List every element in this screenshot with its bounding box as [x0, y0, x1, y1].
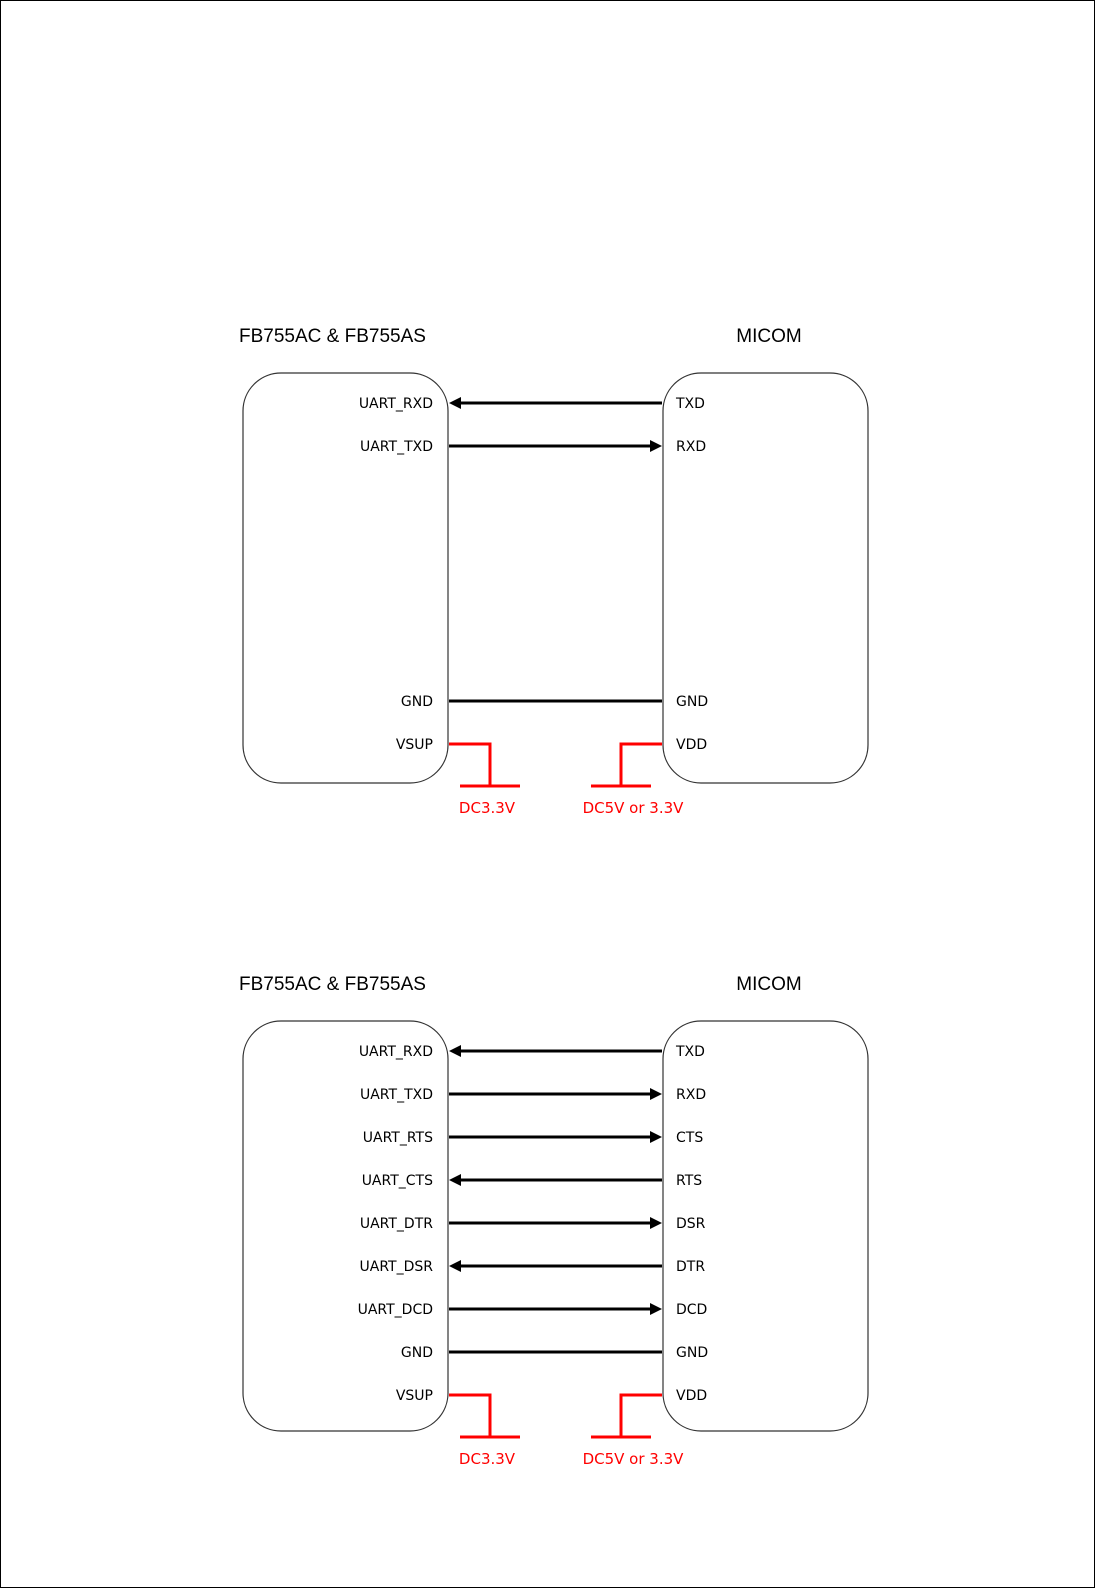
- pin-label-txd: TXD: [676, 1044, 705, 1060]
- pin-label-uart-rxd: UART_RXD: [358, 396, 433, 412]
- arrowhead-right: [650, 1303, 662, 1315]
- vsup-power-wire: [449, 1395, 490, 1437]
- pin-label-txd: TXD: [676, 396, 705, 412]
- micom-title: MICOM: [736, 326, 802, 347]
- micom-title: MICOM: [736, 974, 802, 995]
- arrowhead-right: [650, 1217, 662, 1229]
- vsup-power-wire: [449, 744, 490, 786]
- pin-label-dsr: DSR: [676, 1216, 706, 1232]
- pin-label-uart-dtr: UART_DTR: [359, 1216, 433, 1232]
- diagram-2: [239, 974, 868, 1468]
- pin-label-vdd: VDD: [676, 1388, 708, 1404]
- pin-label-dtr: DTR: [676, 1259, 706, 1275]
- arrowhead-right: [650, 1088, 662, 1100]
- pin-label-uart-txd: UART_TXD: [359, 1087, 433, 1103]
- pin-label-uart-rxd: UART_RXD: [358, 1044, 433, 1060]
- pin-label-uart-dsr: UART_DSR: [359, 1259, 433, 1275]
- arrowhead-left: [449, 1260, 461, 1272]
- supply-label-dc5v-or-3-3v: DC5V or 3.3V: [582, 799, 684, 817]
- module-box: [243, 373, 448, 783]
- micom-box: [663, 373, 868, 783]
- supply-label-dc3-3v: DC3.3V: [458, 799, 516, 817]
- pin-label-gnd: GND: [676, 1345, 709, 1361]
- pin-label-uart-dcd: UART_DCD: [357, 1302, 433, 1318]
- pin-label-uart-txd: UART_TXD: [359, 439, 433, 455]
- arrowhead-left: [449, 1045, 461, 1057]
- arrowhead-left: [449, 1174, 461, 1186]
- pin-label-rts: RTS: [676, 1173, 703, 1189]
- pin-label-cts: CTS: [676, 1130, 704, 1146]
- diagram-1: [239, 326, 868, 817]
- supply-label-dc5v-or-3-3v: DC5V or 3.3V: [582, 1450, 684, 1468]
- module-title: FB755AC & FB755AS: [239, 974, 426, 995]
- module-title: FB755AC & FB755AS: [239, 326, 426, 347]
- pin-label-rxd: RXD: [676, 439, 707, 455]
- arrowhead-left: [449, 397, 461, 409]
- pin-label-gnd: GND: [676, 694, 709, 710]
- pin-label-gnd: GND: [400, 694, 433, 710]
- pin-label-uart-cts: UART_CTS: [361, 1173, 433, 1189]
- pin-label-dcd: DCD: [676, 1302, 708, 1318]
- pin-label-vsup: VSUP: [395, 1388, 433, 1404]
- arrowhead-right: [650, 440, 662, 452]
- arrowhead-right: [650, 1131, 662, 1143]
- pin-label-uart-rts: UART_RTS: [362, 1130, 433, 1146]
- pin-label-gnd: GND: [400, 1345, 433, 1361]
- pin-label-vsup: VSUP: [395, 737, 433, 753]
- connection-diagrams: [1, 1, 1094, 1587]
- supply-label-dc3-3v: DC3.3V: [458, 1450, 516, 1468]
- vdd-power-wire: [621, 744, 662, 786]
- pin-label-vdd: VDD: [676, 737, 708, 753]
- pin-label-rxd: RXD: [676, 1087, 707, 1103]
- vdd-power-wire: [621, 1395, 662, 1437]
